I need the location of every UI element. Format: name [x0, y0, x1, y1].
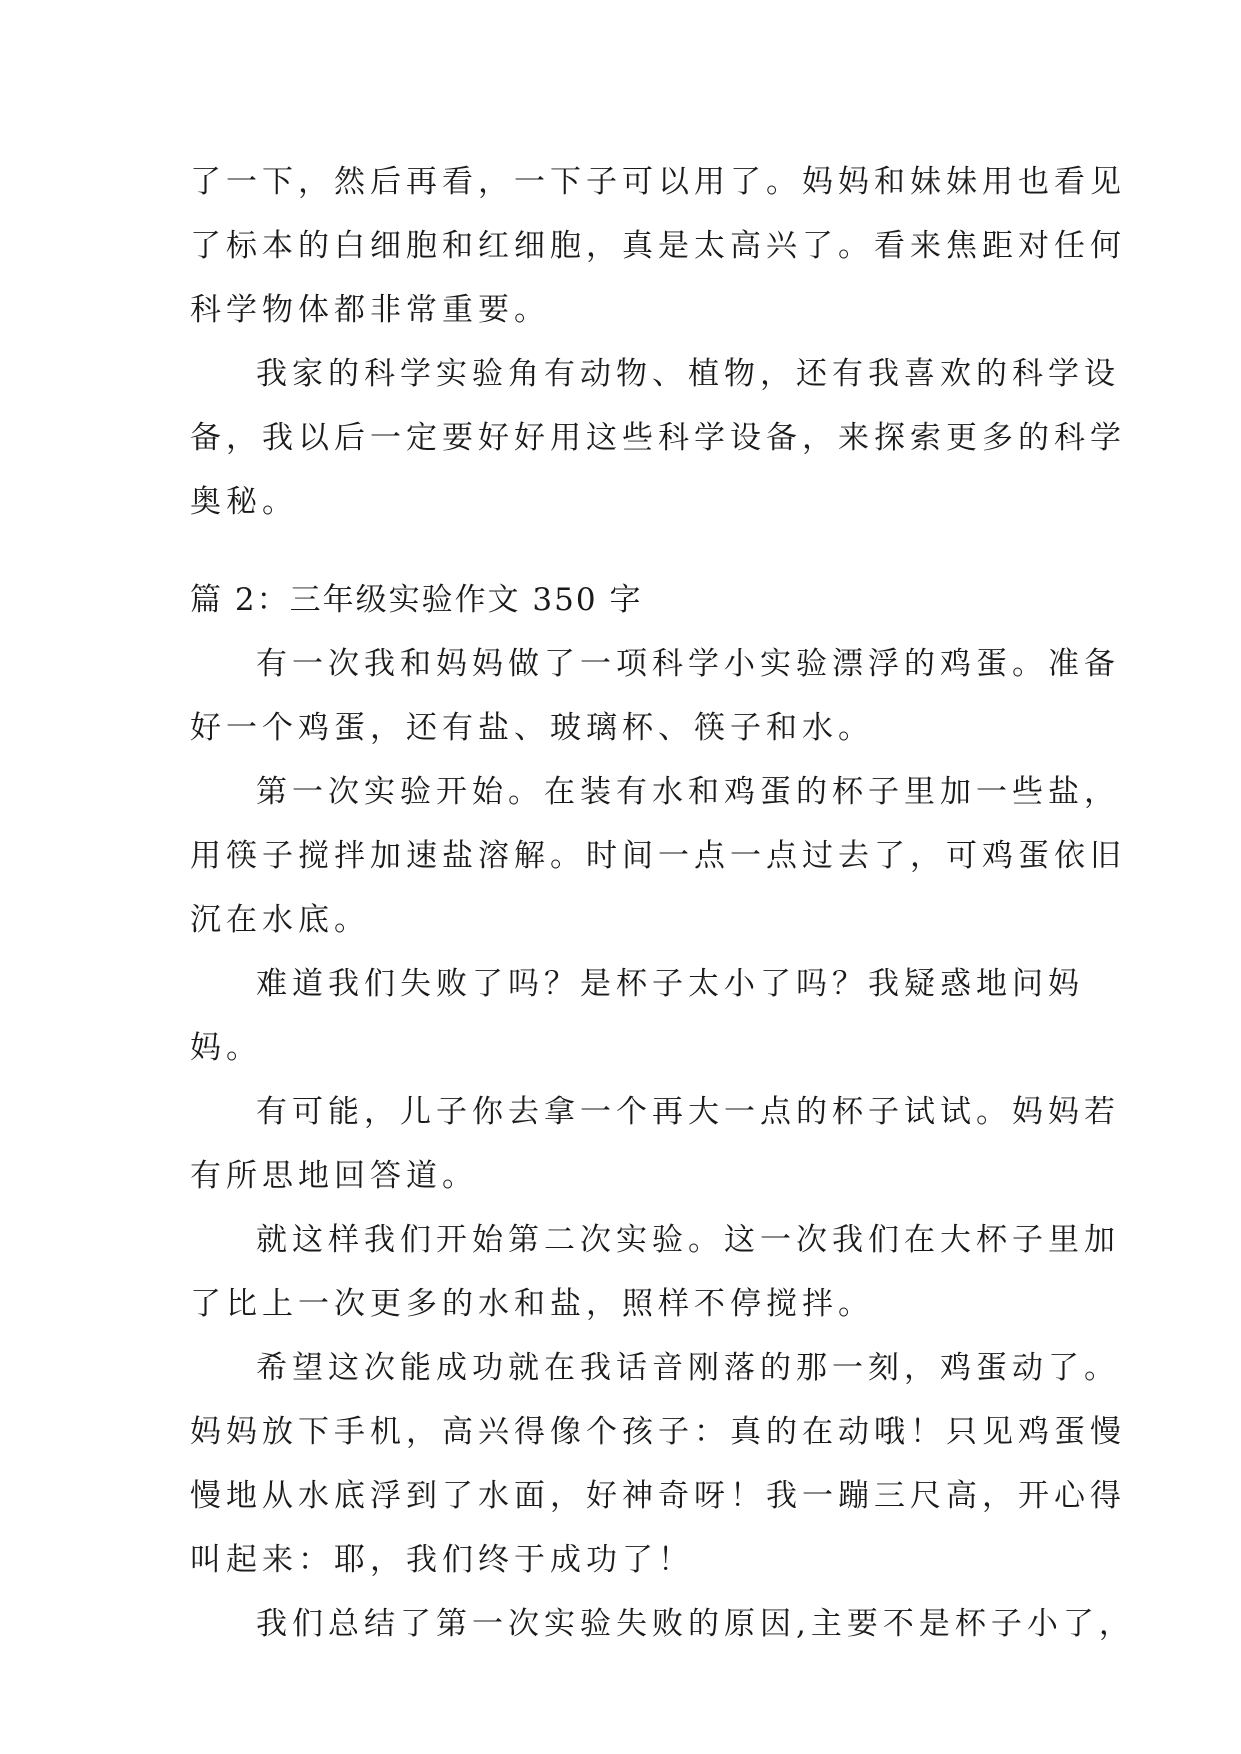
text-line: 有所思地回答道。: [190, 1158, 478, 1194]
text-line: 我们总结了第一次实验失败的原因,主要不是杯子小了，: [256, 1606, 1135, 1642]
text-line: 好一个鸡蛋，还有盐、玻璃杯、筷子和水。: [190, 710, 874, 746]
text-line: 了标本的白细胞和红细胞，真是太高兴了。看来焦距对任何: [190, 228, 1126, 264]
text-line: 叫起来：耶，我们终于成功了！: [190, 1542, 694, 1578]
text-line: 了一下，然后再看，一下子可以用了。妈妈和妹妹用也看见: [190, 164, 1126, 200]
text-line: 慢地从水底浮到了水面，好神奇呀！我一蹦三尺高，开心得: [190, 1478, 1126, 1514]
text-line: 了比上一次更多的水和盐，照样不停搅拌。: [190, 1286, 874, 1322]
text-line: 妈妈放下手机，高兴得像个孩子：真的在动哦！只见鸡蛋慢: [190, 1414, 1126, 1450]
text-line: 希望这次能成功就在我话音刚落的那一刻，鸡蛋动了。: [256, 1350, 1120, 1386]
text-line: 我家的科学实验角有动物、植物，还有我喜欢的科学设: [256, 356, 1120, 392]
text-line: 有一次我和妈妈做了一项科学小实验漂浮的鸡蛋。准备: [256, 646, 1120, 682]
text-line: 妈。: [190, 1030, 262, 1066]
text-line: 第一次实验开始。在装有水和鸡蛋的杯子里加一些盐，: [256, 774, 1120, 810]
text-line: 奥秘。: [190, 484, 298, 520]
text-line: 难道我们失败了吗？是杯子太小了吗？我疑惑地问妈: [256, 966, 1084, 1002]
text-line: 就这样我们开始第二次实验。这一次我们在大杯子里加: [256, 1222, 1120, 1258]
text-line: 科学物体都非常重要。: [190, 292, 550, 328]
text-line: 备，我以后一定要好好用这些科学设备，来探索更多的科学: [190, 420, 1126, 456]
text-line: 沉在水底。: [190, 902, 370, 938]
section-heading: 篇 2：三年级实验作文 350 字: [190, 582, 643, 618]
text-line: 用筷子搅拌加速盐溶解。时间一点一点过去了，可鸡蛋依旧: [190, 838, 1126, 874]
text-line: 有可能，儿子你去拿一个再大一点的杯子试试。妈妈若: [256, 1094, 1120, 1130]
